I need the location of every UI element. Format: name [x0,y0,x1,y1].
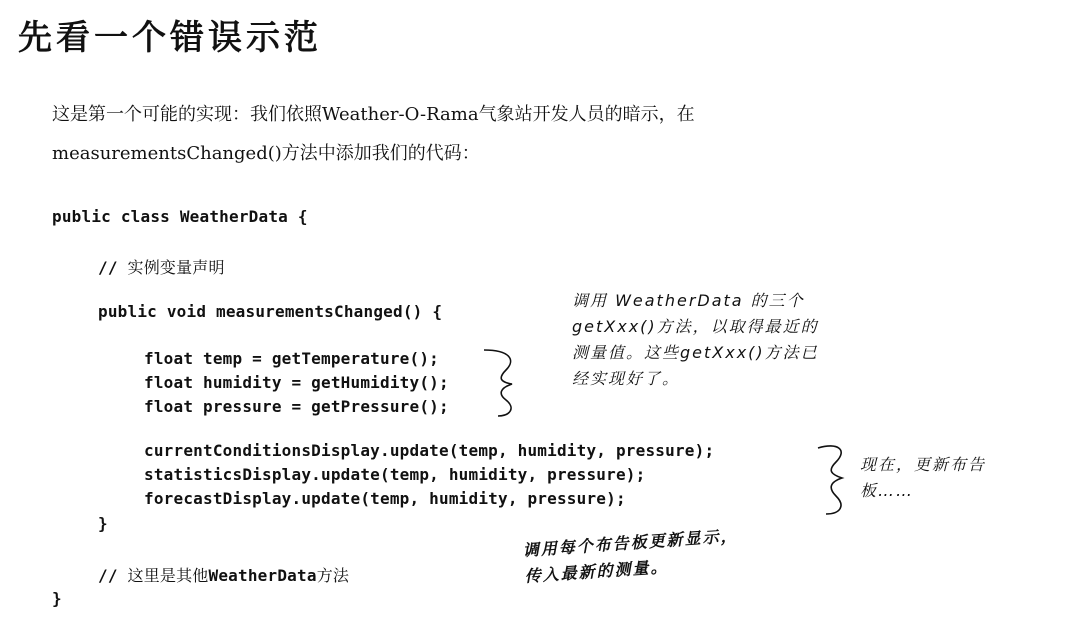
annotation-line: getXxx()方法，以取得最近的 [572,317,819,336]
brace-getxxx [480,348,520,418]
annotation-line: 测量值。这些getXxx()方法已 [572,343,819,362]
comment-text: 实例变量声明 [127,258,225,277]
comment-text-c: 方法 [316,566,350,585]
intro-line-2: measurementsChanged()方法中添加我们的代码： [52,143,480,164]
annotation-getxxx [572,288,819,392]
annotation-line: 板…… [860,481,915,500]
code-line-current-conditions: currentConditionsDisplay.update(temp, humidity, pressure); [144,441,715,460]
code-class-declaration: public class WeatherData { [52,207,308,226]
code-line-temp: float temp = getTemperature(); [144,349,439,368]
code-class-close: } [52,589,62,608]
annotation-line: 现在，更新布告 [860,455,987,474]
brace-update [812,442,852,517]
annotation-line: 调用每个布告板更新显示， [522,525,740,560]
annotation-line: 传入最新的测量。 [524,556,670,586]
code-method-close: } [98,514,108,533]
code-comment-instance-vars [98,255,225,278]
comment-slashes: // [98,566,128,585]
annotation-line: 调用 WeatherData 的三个 [572,291,805,310]
annotation-line: 经实现好了。 [572,369,681,388]
code-method-declaration: public void measurementsChanged() { [98,302,443,321]
annotation-update [860,452,986,504]
annotation-each-display [522,523,741,590]
intro-line-1: 这是第一个可能的实现：我们依照Weather-O-Rama气象站开发人员的暗示，在 [52,104,695,125]
comment-text-b: WeatherData [208,566,317,585]
code-line-pressure: float pressure = getPressure(); [144,397,449,416]
code-line-humidity: float humidity = getHumidity(); [144,373,449,392]
code-line-statistics: statisticsDisplay.update(temp, humidity, pressure); [144,465,646,484]
code-line-forecast: forecastDisplay.update(temp, humidity, pressure); [144,489,626,508]
comment-slashes: // [98,258,128,277]
comment-text-a: 这里是其他 [127,566,209,585]
page-title: 先看一个错误示范 [18,18,322,58]
code-comment-other-methods [98,563,349,586]
